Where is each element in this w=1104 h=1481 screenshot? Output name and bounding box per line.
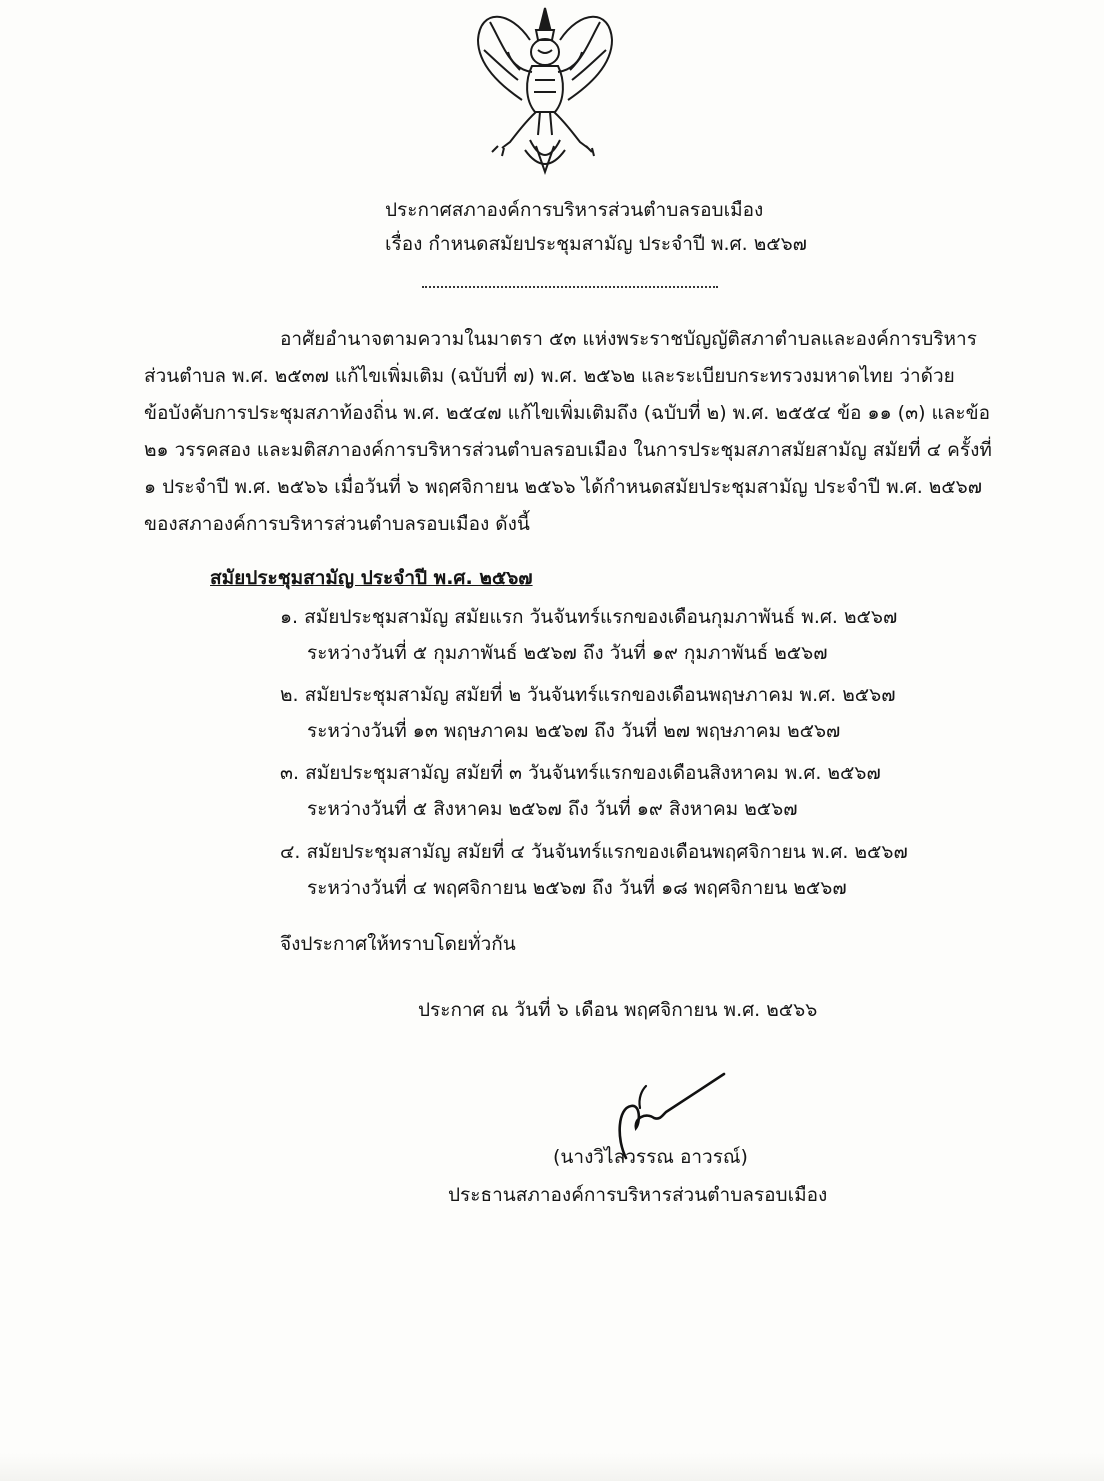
announcement-title: ประกาศสภาองค์การบริหารส่วนตำบลรอบเมือง [385, 199, 764, 221]
session-item-3: ๓. สมัยประชุมสามัญ สมัยที่ ๓ วันจันทร์แรกของเดือนสิงหาคม พ.ศ. ๒๕๖๗ [280, 762, 881, 784]
session-period-1: ระหว่างวันที่ ๕ กุมภาพันธ์ ๒๕๖๗ ถึง วันที่ ๑๙ กุมภาพันธ์ ๒๕๖๗ [307, 642, 828, 664]
session-item-2: ๒. สมัยประชุมสามัญ สมัยที่ ๒ วันจันทร์แรกของเดือนพฤษภาคม พ.ศ. ๒๕๖๗ [280, 684, 896, 706]
announcement-date: ประกาศ ณ วันที่ ๖ เดือน พฤศจิกายน พ.ศ. ๒๕๖๖ [418, 999, 818, 1021]
body-line-6: ของสภาองค์การบริหารส่วนตำบลรอบเมือง ดังนี้ [144, 513, 530, 535]
garuda-emblem-icon [470, 0, 620, 178]
session-item-4: ๔. สมัยประชุมสามัญ สมัยที่ ๔ วันจันทร์แรกของเดือนพฤศจิกายน พ.ศ. ๒๕๖๗ [280, 841, 908, 863]
session-period-2: ระหว่างวันที่ ๑๓ พฤษภาคม ๒๕๖๗ ถึง วันที่ ๒๗ พฤษภาคม ๒๕๖๗ [307, 720, 841, 742]
body-line-1: อาศัยอำนาจตามความในมาตรา ๕๓ แห่งพระราชบัญญัติสภาตำบลและองค์การบริหาร [280, 328, 977, 350]
body-line-2: ส่วนตำบล พ.ศ. ๒๕๓๗ แก้ไขเพิ่มเติม (ฉบับที่ ๗) พ.ศ. ๒๕๖๒ และระเบียบกระทรวงมหาดไทย ว่าด้วย [144, 365, 955, 387]
header-divider [422, 286, 718, 288]
announcement-subject: เรื่อง กำหนดสมัยประชุมสามัญ ประจำปี พ.ศ. ๒๕๖๗ [385, 233, 807, 255]
session-period-3: ระหว่างวันที่ ๕ สิงหาคม ๒๕๖๗ ถึง วันที่ ๑๙ สิงหาคม ๒๕๖๗ [307, 798, 798, 820]
body-line-5: ๑ ประจำปี พ.ศ. ๒๕๖๖ เมื่อวันที่ ๖ พฤศจิกายน ๒๕๖๖ ได้กำหนดสมัยประชุมสามัญ ประจำปี พ.ศ. ๒๕๖๗ [144, 476, 983, 498]
page-edge [0, 1453, 1104, 1481]
schedule-heading: สมัยประชุมสามัญ ประจำปี พ.ศ. ๒๕๖๗ [210, 567, 533, 589]
session-item-1: ๑. สมัยประชุมสามัญ สมัยแรก วันจันทร์แรกของเดือนกุมภาพันธ์ พ.ศ. ๒๕๖๗ [280, 606, 898, 628]
session-period-4: ระหว่างวันที่ ๔ พฤศจิกายน ๒๕๖๗ ถึง วันที่ ๑๘ พฤศจิกายน ๒๕๖๗ [307, 877, 847, 899]
signer-name: (นางวิไลวรรณ อาวรณ์) [553, 1146, 748, 1168]
body-line-4: ๒๑ วรรคสอง และมติสภาองค์การบริหารส่วนตำบลรอบเมือง ในการประชุมสภาสมัยสามัญ สมัยที่ ๔ ครั้งที่ [144, 439, 992, 461]
signer-position: ประธานสภาองค์การบริหารส่วนตำบลรอบเมือง [448, 1184, 828, 1206]
closing-statement: จึงประกาศให้ทราบโดยทั่วกัน [280, 933, 516, 955]
body-line-3: ข้อบังคับการประชุมสภาท้องถิ่น พ.ศ. ๒๕๔๗ แก้ไขเพิ่มเติมถึง (ฉบับที่ ๒) พ.ศ. ๒๕๕๔ ข้อ ๑๑ (๓) และข้อ [144, 402, 991, 424]
